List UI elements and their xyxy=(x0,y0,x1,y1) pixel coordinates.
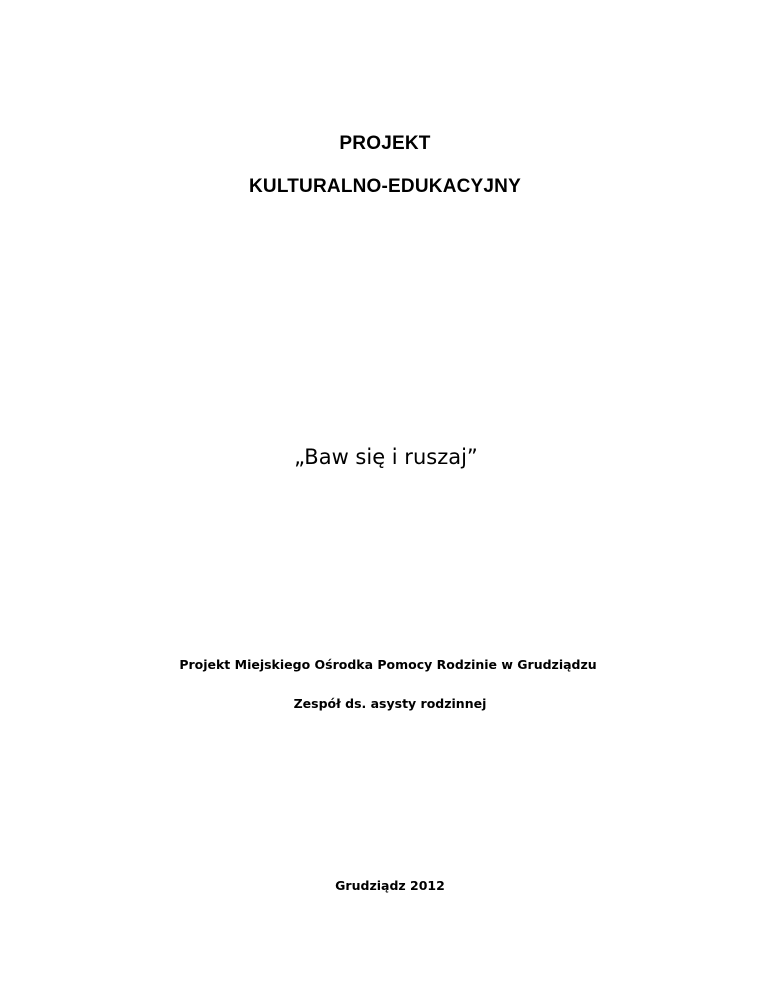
project-name: „Baw się i ruszaj” xyxy=(294,445,478,469)
organization-line: Projekt Miejskiego Ośrodka Pomocy Rodzinie w Grudziądzu xyxy=(179,657,597,672)
place-year-line: Grudziądz 2012 xyxy=(335,878,445,893)
team-line: Zespół ds. asysty rodzinnej xyxy=(293,696,487,711)
title-line-1: PROJEKT xyxy=(339,133,431,154)
title-line-2: KULTURALNO-EDUKACYJNY xyxy=(249,176,521,197)
